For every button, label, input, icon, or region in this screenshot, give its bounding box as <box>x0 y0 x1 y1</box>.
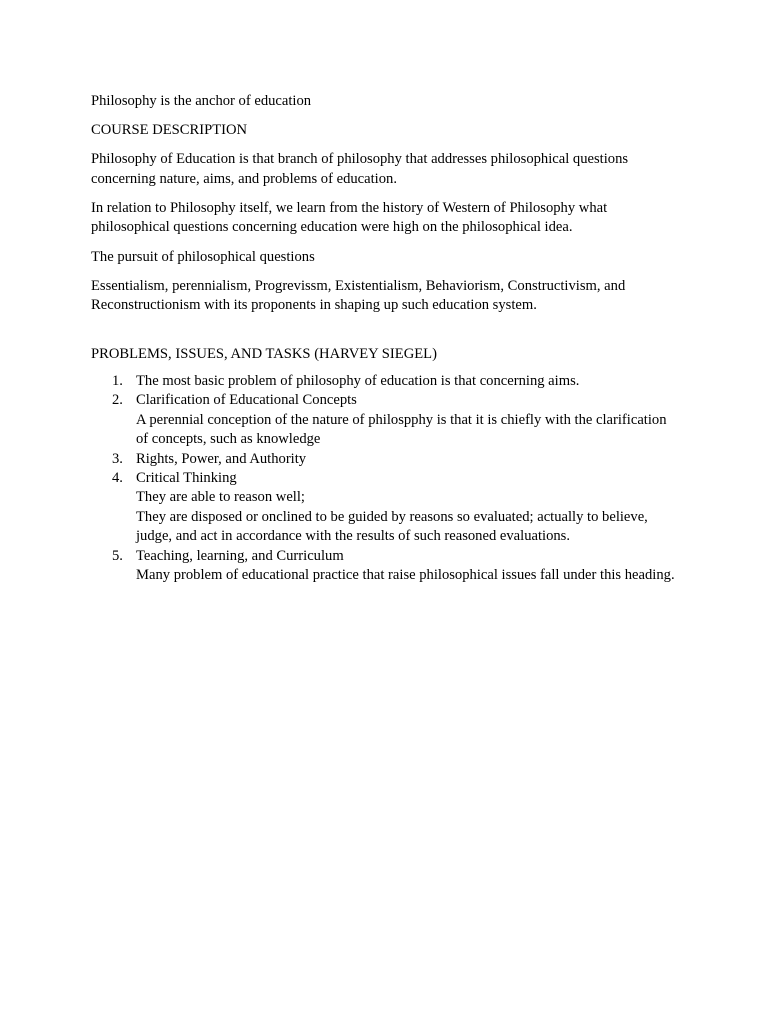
course-description-heading: COURSE DESCRIPTION <box>91 122 248 139</box>
paragraph-definition: Philosophy of Education is that branch of philosophy that addresses philosophical questions concerning nature, aims, and problems of education. <box>91 151 629 187</box>
list-item-note: A perennial conception of the nature of philospphy is that it is chiefly with the clarification of concepts, such as knowledge <box>136 411 667 448</box>
document-title: Philosophy is the anchor of education <box>91 93 312 109</box>
list-item-number: 3. <box>112 450 123 467</box>
list-item-number: 1. <box>112 373 123 390</box>
list-item-number: 4. <box>112 470 123 487</box>
list-item-title: Critical Thinking <box>136 470 237 487</box>
paragraph-history: In relation to Philosophy itself, we learn from the history of Western of Philosophy what philosophical questions concerning education were high on the philosophical idea. <box>91 200 608 236</box>
list-item <box>91 450 676 469</box>
problems-list <box>91 372 676 585</box>
paragraph-pursuit: The pursuit of philosophical questions <box>91 248 315 265</box>
list-item-title: The most basic problem of philosophy of education is that concerning aims. <box>136 373 580 390</box>
paragraph-philosophies: Essentialism, perennialism, Progrevissm, Existentialism, Behaviorism, Constructivism, and Reconstructionism with its proponents in shaping up such education system. <box>91 277 626 314</box>
list-item-number: 2. <box>112 392 123 409</box>
list-item <box>91 372 676 391</box>
list-item-number: 5. <box>112 547 123 564</box>
document-body <box>91 92 676 586</box>
list-item-note: Many problem of educational practice that raise philosophical issues fall under this heading. <box>136 567 675 584</box>
list-item <box>91 469 676 547</box>
list-item <box>91 547 676 586</box>
list-item-title: Clarification of Educational Concepts <box>136 392 357 409</box>
list-item-note: They are able to reason well; <box>136 489 305 506</box>
list-item-note: They are disposed or onclined to be guided by reasons so evaluated; actually to believe, judge, and act in accordance with the results of such reasoned evaluations. <box>136 508 648 545</box>
list-item <box>91 391 676 449</box>
problems-heading: PROBLEMS, ISSUES, AND TASKS (HARVEY SIEGEL) <box>91 345 437 362</box>
list-item-title: Rights, Power, and Authority <box>136 450 307 467</box>
list-item-title: Teaching, learning, and Curriculum <box>136 547 344 564</box>
